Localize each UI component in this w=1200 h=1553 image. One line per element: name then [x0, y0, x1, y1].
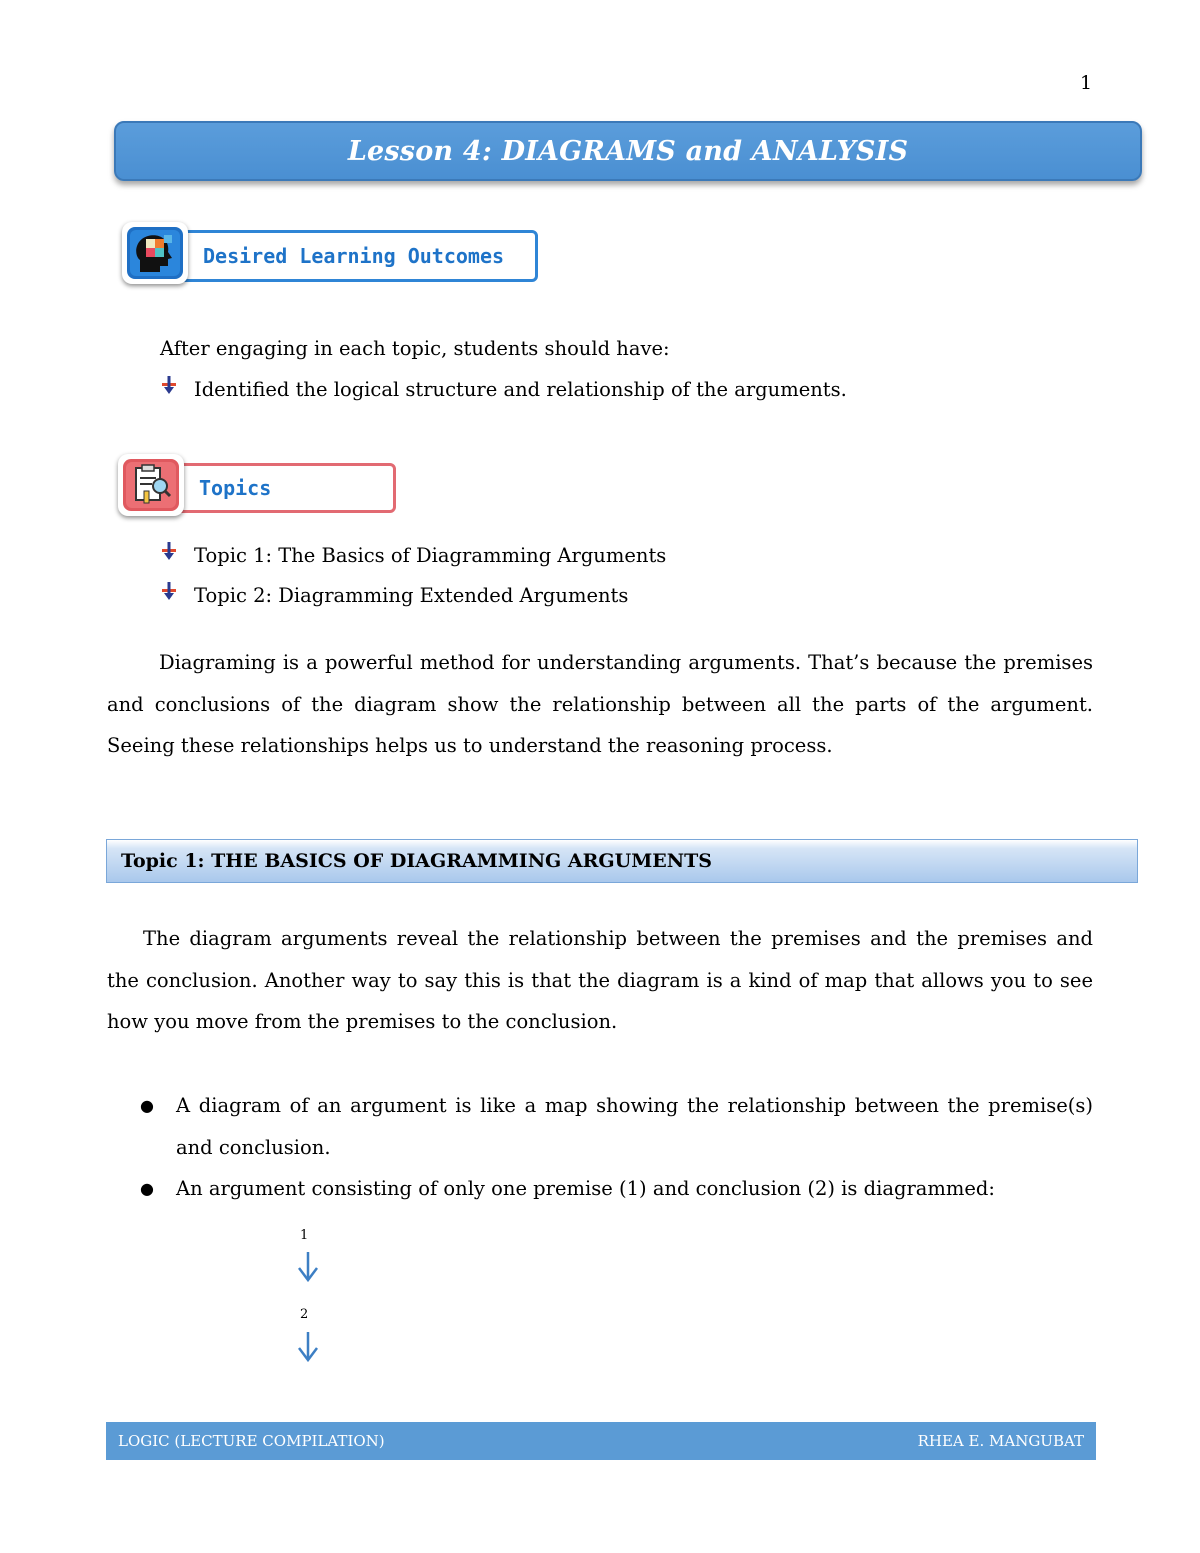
bullet-dot-icon: ● — [140, 1179, 154, 1198]
topic1-heading: Topic 1: THE BASICS OF DIAGRAMMING ARGUMENTS — [121, 850, 712, 872]
down-arrow-icon — [296, 1330, 320, 1368]
topic1-heading-bar — [106, 839, 1138, 883]
list-item — [160, 369, 847, 409]
bullet-dot-icon: ● — [140, 1096, 154, 1115]
topic1-paragraph — [107, 918, 1093, 1043]
outcome-text: Identified the logical structure and relationship of the arguments. — [194, 377, 847, 401]
bullet-text: A diagram of an argument is like a map showing the relationship between the premise(s) and conclusion. — [176, 1094, 1093, 1159]
topic1-paragraph-text: The diagram arguments reveal the relationship between the premises and the premises and the conclusion. Another way to say this is that the diagram is a kind of map that allows you to see how you move from the premises to the conclusion. — [107, 927, 1093, 1033]
outcomes-intro: After engaging in each topic, students should have: — [160, 337, 670, 360]
arrow-down-bullet-icon — [160, 575, 194, 616]
list-item — [140, 1085, 1093, 1168]
topic-item-1: Topic 1: The Basics of Diagramming Arguments — [194, 543, 667, 567]
arrow-down-bullet-icon — [160, 535, 194, 576]
topics-tag — [160, 463, 396, 513]
topic1-bullets — [140, 1085, 1093, 1210]
page-footer — [106, 1422, 1096, 1460]
clipboard-search-icon — [118, 454, 184, 516]
lesson-title-banner — [114, 121, 1142, 181]
list-item — [140, 1168, 1093, 1210]
list-item — [160, 535, 666, 575]
lesson-title: Lesson 4: DIAGRAMS and ANALYSIS — [347, 135, 909, 167]
topics-label: Topics — [199, 476, 272, 500]
intro-paragraph — [107, 642, 1093, 767]
page-number: 1 — [1080, 72, 1093, 94]
outcomes-section — [160, 328, 847, 409]
footer-author: RHEA E. MANGUBAT — [917, 1432, 1084, 1450]
arrow-down-bullet-icon — [160, 369, 194, 410]
desired-outcomes-tag — [160, 230, 538, 282]
diagram-node-1: 1 — [300, 1228, 309, 1243]
diagram-node-2: 2 — [300, 1307, 309, 1322]
bullet-text: An argument consisting of only one premise (1) and conclusion (2) is diagrammed: — [176, 1177, 995, 1200]
topics-list — [160, 535, 666, 615]
list-item — [160, 575, 666, 615]
down-arrow-icon — [296, 1250, 320, 1288]
learning-head-icon — [122, 222, 188, 284]
desired-outcomes-label: Desired Learning Outcomes — [203, 244, 505, 268]
intro-paragraph-text: Diagraming is a powerful method for understanding arguments. That’s because the premises and conclusions of the diagram show the relationship between all the parts of the argument. Seeing these relationships helps us to understand the reasoning process. — [107, 651, 1093, 757]
topic-item-2: Topic 2: Diagramming Extended Arguments — [194, 583, 629, 607]
footer-course: LOGIC (LECTURE COMPILATION) — [118, 1432, 385, 1450]
